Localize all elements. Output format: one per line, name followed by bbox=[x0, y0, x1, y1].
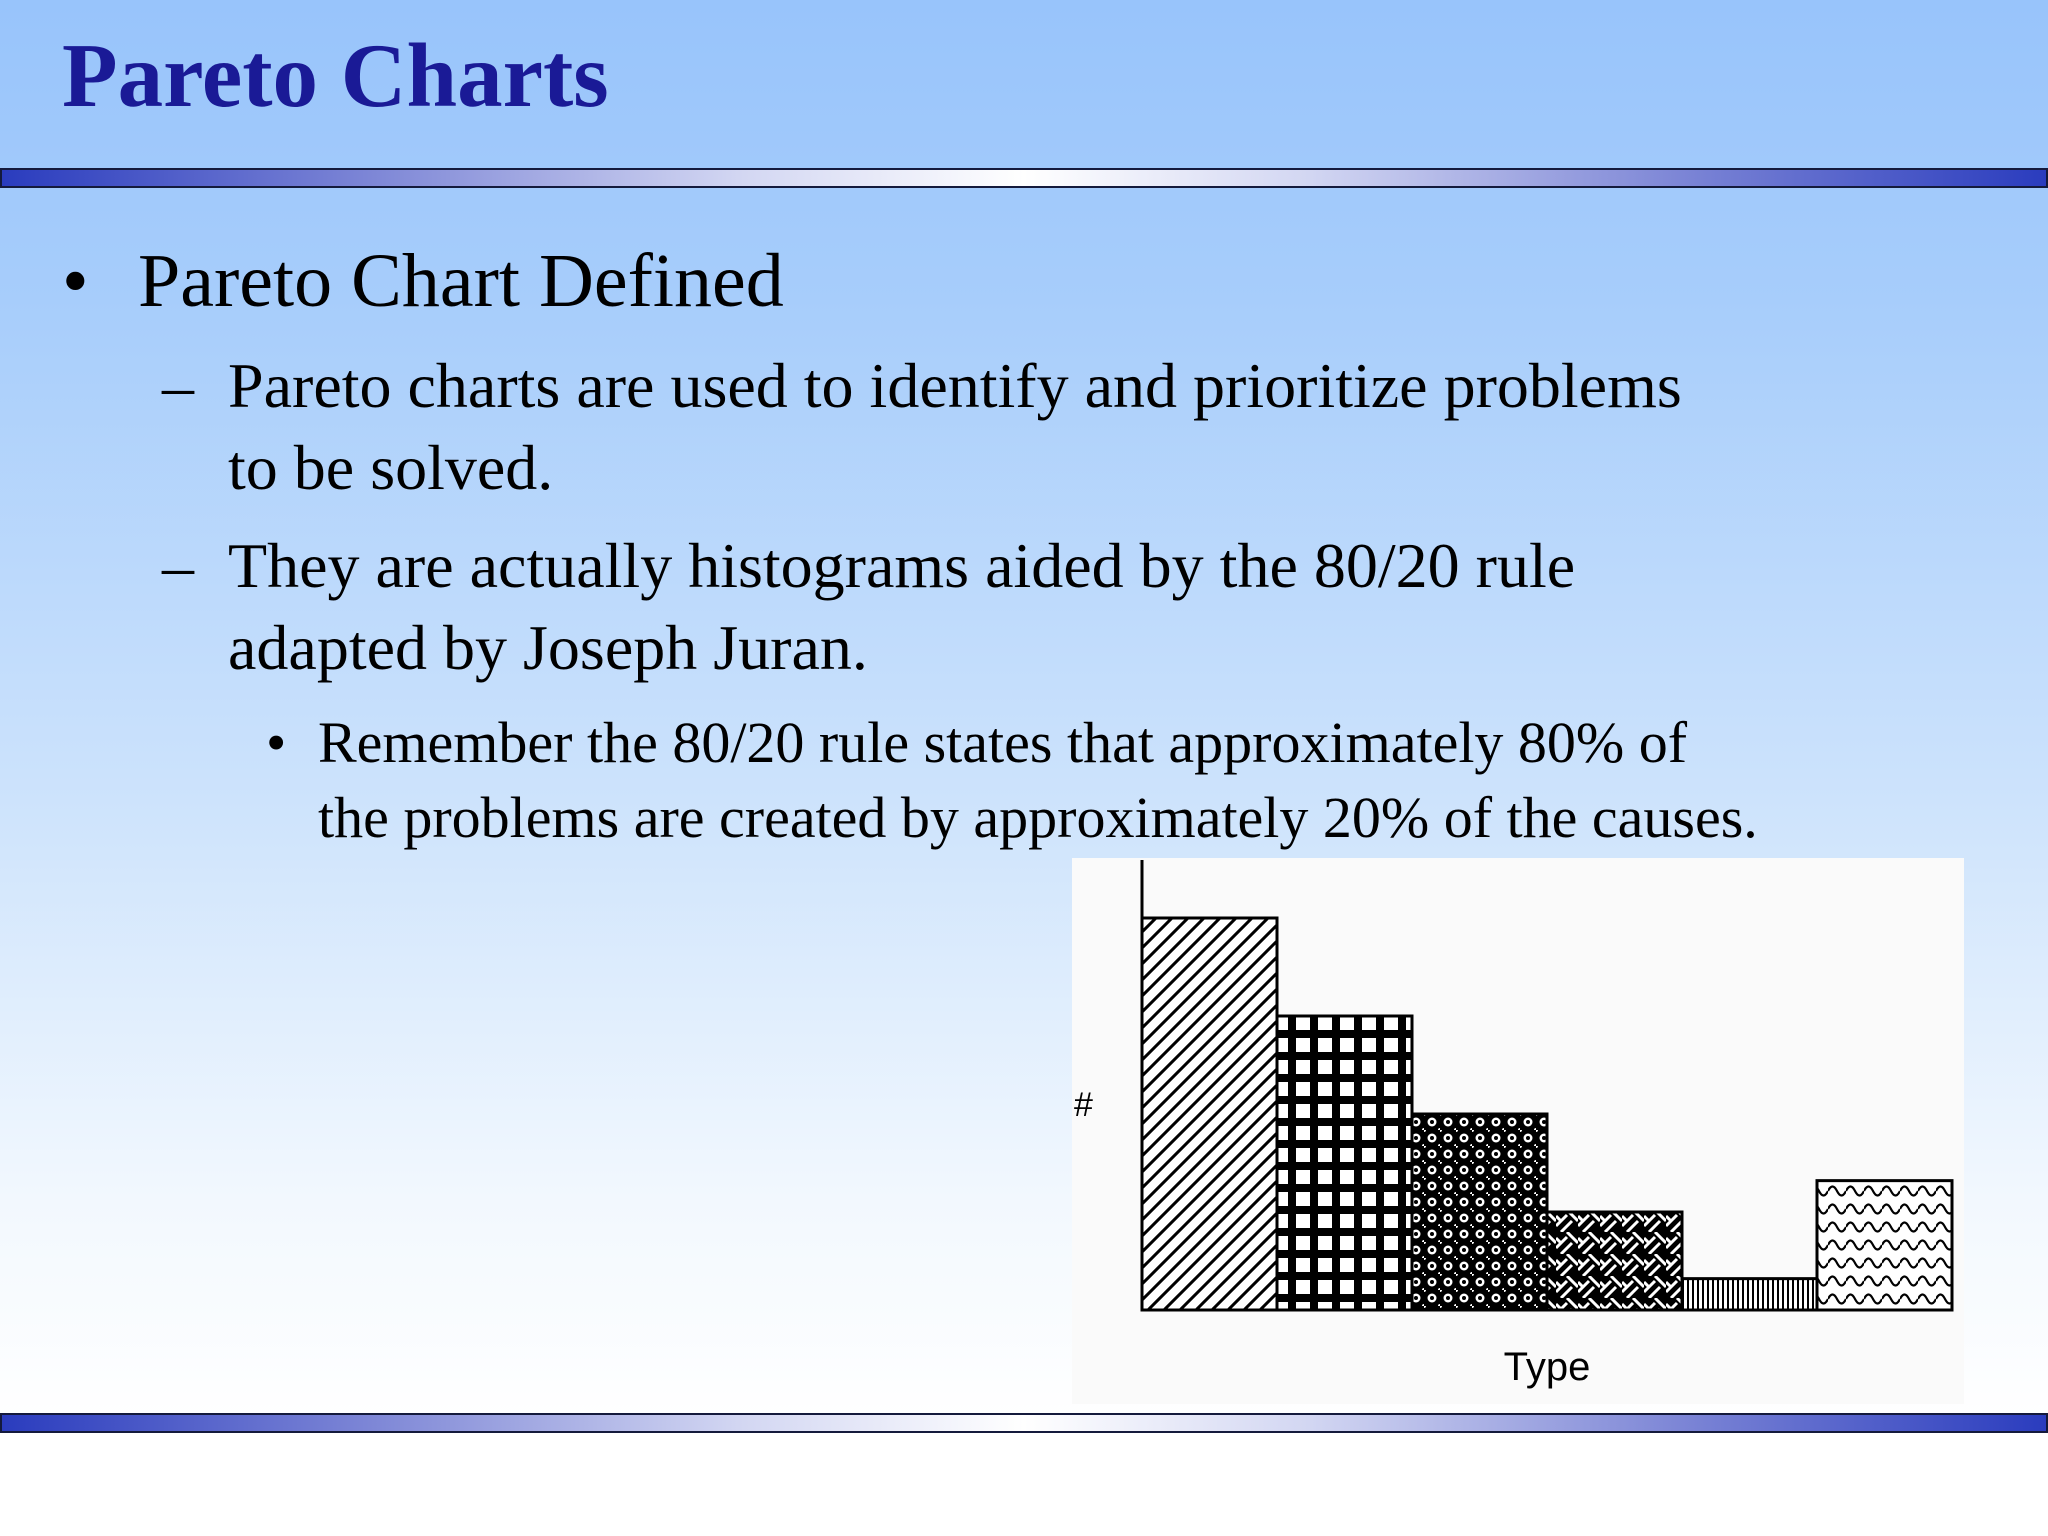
dash-marker: – bbox=[162, 530, 194, 601]
sub-bullet-histograms bbox=[162, 525, 1742, 689]
sub-bullet-identify-prioritize bbox=[162, 345, 1742, 509]
slide-title: Pareto Charts bbox=[62, 25, 609, 126]
pareto-chart-image bbox=[1072, 858, 1964, 1404]
bar-6 bbox=[1817, 1181, 1952, 1310]
y-axis-label: # bbox=[1074, 1086, 1093, 1124]
bar-2 bbox=[1277, 1016, 1412, 1310]
bar-5 bbox=[1682, 1279, 1817, 1310]
sub-bullet-text: Pareto charts are used to identify and prioritize problems to be solved. bbox=[228, 350, 1682, 503]
title-divider bbox=[0, 168, 2048, 188]
bars-layer bbox=[1142, 918, 1952, 1310]
footer-divider bbox=[0, 1413, 2048, 1433]
bullet-marker: • bbox=[266, 710, 287, 775]
sub-sub-bullet-80-20-rule bbox=[266, 705, 1766, 855]
bullet-text: Pareto Chart Defined bbox=[138, 239, 784, 323]
pareto-chart bbox=[1072, 858, 1964, 1404]
bar-1 bbox=[1142, 918, 1277, 1310]
sub-sub-bullet-text: Remember the 80/20 rule states that approximately 80% of the problems are created by approximately 20% of the causes. bbox=[318, 710, 1758, 850]
bar-4 bbox=[1547, 1212, 1682, 1310]
sub-bullet-text: They are actually histograms aided by the 80/20 rule adapted by Joseph Juran. bbox=[228, 530, 1576, 683]
x-axis-label: Type bbox=[1503, 1345, 1591, 1389]
bullet-marker: • bbox=[62, 239, 89, 323]
dash-marker: – bbox=[162, 350, 194, 421]
bar-3 bbox=[1412, 1114, 1547, 1310]
